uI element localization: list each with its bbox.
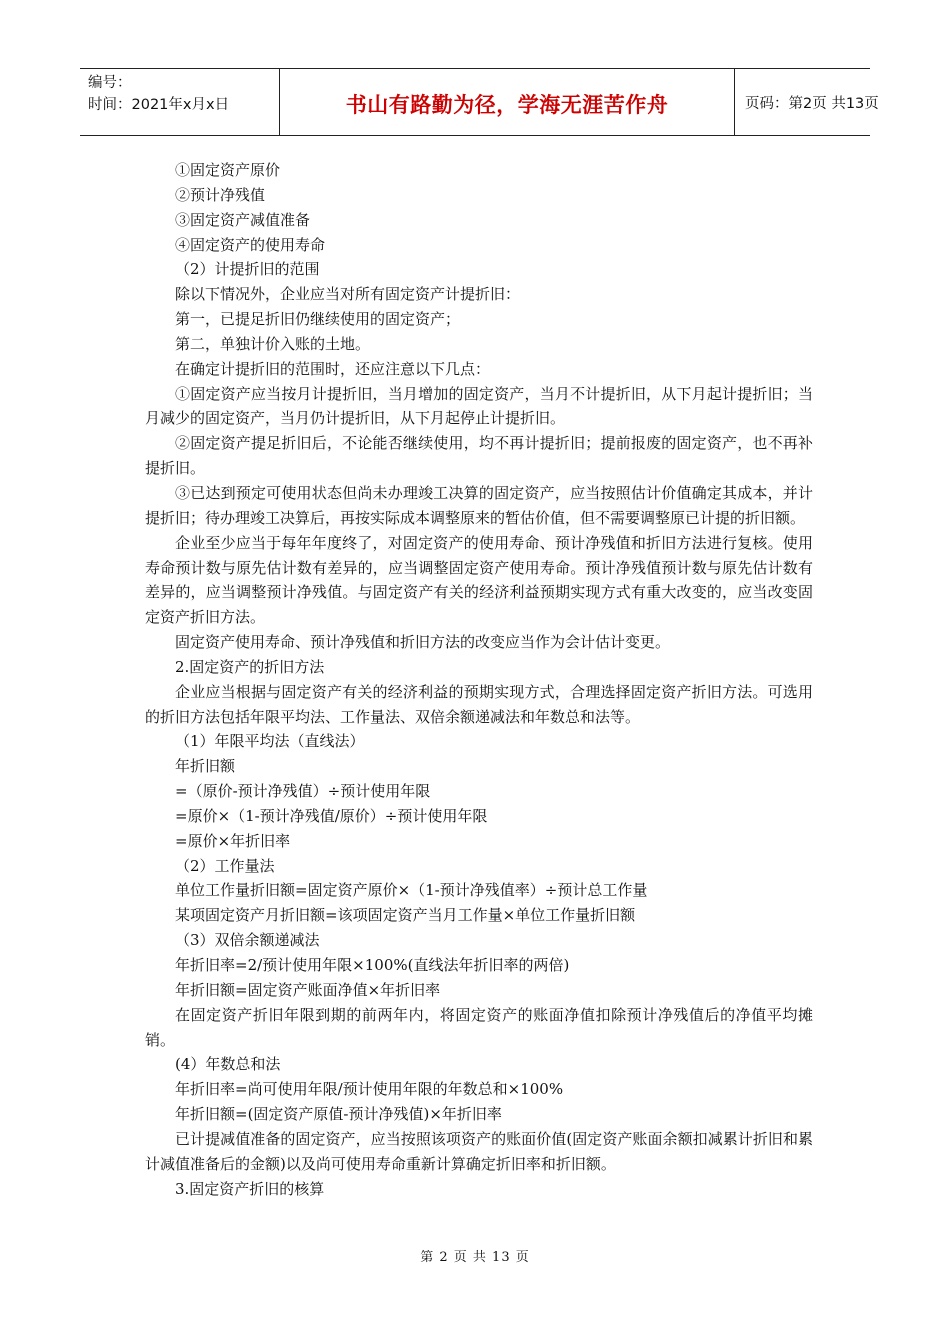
paragraph: 在固定资产折旧年限到期的前两年内，将固定资产的账面净值扣除预计净残值后的净值平均摊销。 — [145, 1005, 813, 1049]
paragraph: 已计提减值准备的固定资产，应当按照该项资产的账面价值(固定资产账面余额扣减累计折旧和累计减值准备后的金额)以及尚可使用寿命重新计算确定折旧率和折旧额。 — [145, 1129, 813, 1173]
paragraph: ③固定资产减值准备 — [175, 210, 311, 229]
formula-line: =（原价-预计净残值）÷预计使用年限 — [175, 782, 431, 801]
paragraph: 在确定计提折旧的范围时，还应注意以下几点： — [175, 359, 491, 378]
formula-line: 年折旧额=固定资产账面净值×年折旧率 — [175, 980, 441, 999]
section-heading: 2.固定资产的折旧方法 — [175, 657, 325, 676]
section-heading: 3.固定资产折旧的核算 — [175, 1179, 325, 1198]
formula-line: =原价×（1-预计净残值/原价）÷预计使用年限 — [175, 806, 488, 825]
header-motto-cell — [280, 69, 735, 135]
header-motto: 书山有路勤为径，学海无涯苦作舟 — [345, 93, 669, 117]
section-heading: (4）年数总和法 — [175, 1055, 281, 1074]
formula-line: 年折旧率=2/预计使用年限×100%(直线法年折旧率的两倍) — [175, 956, 570, 974]
page-footer: 第 2 页 共 13 页 — [420, 1250, 530, 1265]
paragraph: 除以下情况外，企业应当对所有固定资产计提折旧： — [175, 285, 521, 304]
formula-line: 某项固定资产月折旧额=该项固定资产当月工作量×单位工作量折旧额 — [175, 906, 636, 925]
formula-line: =原价×年折旧率 — [175, 831, 291, 850]
paragraph: 第一，已提足折旧仍继续使用的固定资产； — [175, 310, 461, 329]
paragraph: 企业至少应当于每年年度终了，对固定资产的使用寿命、预计净残值和折旧方法进行复核。使用寿命预计数与原先估计数有差异的，应当调整固定资产使用寿命。预计净残值预计数与原先估计数有差异的，应当调整预计净残值。与固定资产有关的经济利益预期实现方式有重大改变的，应当改变固定资产折旧方法。 — [145, 533, 813, 627]
section-heading: （2）计提折旧的范围 — [175, 260, 320, 279]
section-heading: （2）工作量法 — [175, 856, 275, 875]
formula-line: 单位工作量折旧额=固定资产原价×（1-预计净残值率）÷预计总工作量 — [175, 881, 648, 900]
formula-line: 年折旧额=(固定资产原值-预计净残值)×年折旧率 — [175, 1105, 502, 1124]
page-header — [80, 68, 879, 136]
document-date-label: 时间：2021年x月x日 — [88, 97, 230, 113]
paragraph: ②固定资产提足折旧后，不论能否继续使用，均不再计提折旧；提前报废的固定资产，也不再补提折旧。 — [145, 434, 813, 478]
paragraph: 第二，单独计价入账的土地。 — [175, 334, 371, 353]
paragraph: ①固定资产原价 — [175, 161, 281, 179]
document-number-label: 编号： — [88, 75, 132, 91]
formula-line: 年折旧额 — [175, 757, 236, 776]
header-page-info: 页码：第2页 共13页 — [745, 95, 879, 112]
paragraph: ①固定资产应当按月计提折旧，当月增加的固定资产，当月不计提折旧，从下月起计提折旧；当月减少的固定资产，当月仍计提折旧，从下月起停止计提折旧。 — [145, 384, 813, 428]
paragraph: 固定资产使用寿命、预计净残值和折旧方法的改变应当作为会计估计变更。 — [175, 633, 671, 652]
paragraph: 企业应当根据与固定资产有关的经济利益的预期实现方式，合理选择固定资产折旧方法。可选用的折旧方法包括年限平均法、工作量法、双倍余额递减法和年数总和法等。 — [145, 682, 813, 726]
section-heading: （3）双倍余额递减法 — [175, 931, 320, 950]
paragraph: ④固定资产的使用寿命 — [175, 235, 326, 254]
header-meta — [80, 69, 280, 135]
section-heading: （1）年限平均法（直线法） — [175, 732, 365, 751]
paragraph: ②预计净残值 — [175, 185, 266, 204]
formula-line: 年折旧率=尚可使用年限/预计使用年限的年数总和×100% — [175, 1080, 564, 1099]
paragraph: ③已达到预定可使用状态但尚未办理竣工决算的固定资产，应当按照估计价值确定其成本，并计提折旧；待办理竣工决算后，再按实际成本调整原来的暂估价值，但不需要调整原已计提的折旧额。 — [145, 483, 813, 527]
document-body — [145, 158, 813, 1201]
